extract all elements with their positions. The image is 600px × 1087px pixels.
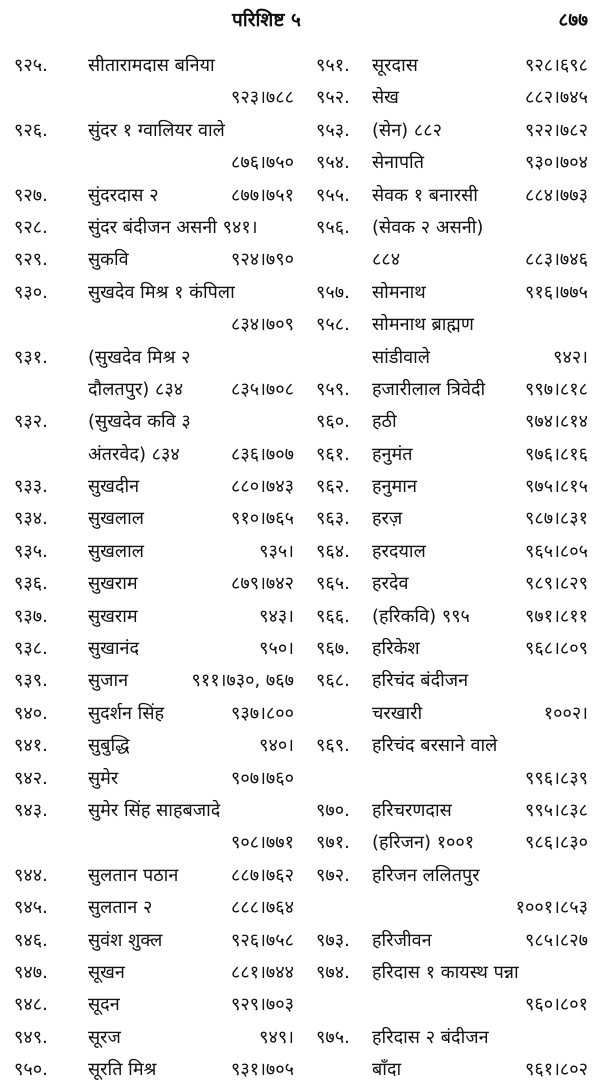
entry-name: बाँदा: [372, 1059, 402, 1081]
entry-reference: ९३१।७०५: [231, 1059, 294, 1081]
entry-name: सुमेर: [88, 767, 119, 789]
index-entry-row: [316, 989, 600, 1021]
index-entry-row: [0, 827, 300, 859]
index-entry-row: [0, 633, 300, 665]
index-entry-row: [316, 374, 600, 406]
entry-number: ९५२.: [316, 87, 350, 109]
entry-reference: ९८६।८३०: [525, 832, 588, 854]
entry-number: ९२५.: [14, 55, 48, 76]
entry-reference: ९३५।: [259, 540, 294, 562]
entry-reference: ९०८।७७१: [231, 832, 294, 854]
entry-name: सोमनाथ: [372, 281, 426, 303]
entry-number: ९६१.: [316, 443, 350, 465]
entry-name: हरिचंद बंदीजन: [372, 670, 469, 692]
index-entry-row: [316, 115, 600, 147]
index-entry-row: [316, 277, 600, 309]
entry-name: सुदर्शन सिंह: [88, 702, 165, 724]
left-column: [0, 50, 300, 1087]
entry-reference: ८३५।७०८: [231, 378, 294, 400]
entry-reference: ८८३।७४६: [525, 249, 588, 271]
index-entry-row: [0, 536, 300, 568]
index-entry-row: [0, 50, 300, 82]
index-entry-row: [0, 1022, 300, 1054]
entry-reference: ८७९।७४२: [231, 573, 294, 595]
index-entry-row: [316, 601, 600, 633]
entry-name: हठी: [372, 411, 397, 433]
entry-number: ९२६.: [14, 119, 48, 141]
index-entry-row: [0, 665, 300, 697]
entry-name: (हरिकवि) ९९५: [372, 605, 470, 627]
index-entry-row: [316, 568, 600, 600]
entry-name: सुलतान पठान: [88, 864, 179, 886]
entry-reference: ८८४।७७३: [525, 184, 588, 206]
entry-number: ९६८.: [316, 670, 350, 692]
index-entry-row: [316, 925, 600, 957]
entry-number: ९५८.: [316, 314, 350, 336]
entry-name: (सुखदेव कवि ३: [88, 411, 191, 433]
page-title: परिशिष्ट ५: [232, 9, 301, 31]
index-entry-row: [0, 309, 300, 341]
index-entry-row: [316, 342, 600, 374]
entry-number: ९५१.: [316, 55, 350, 76]
entry-number: ९३०.: [14, 281, 48, 303]
entry-number: ९३८.: [14, 638, 48, 660]
entry-number: ९३७.: [14, 605, 48, 627]
entry-name: सुखराम: [88, 605, 138, 627]
entry-name: हनुमान: [372, 476, 417, 498]
entry-name: सेख: [372, 87, 399, 109]
entry-number: ९५७.: [316, 281, 350, 303]
entry-number: ९२७.: [14, 184, 48, 206]
entry-name: सुंदरदास २: [88, 184, 159, 206]
index-entry-row: [316, 1022, 600, 1054]
index-entry-row: [316, 698, 600, 730]
index-entry-row: [0, 471, 300, 503]
index-entry-row: [316, 860, 600, 892]
entry-reference: ८३६।७०७: [231, 443, 294, 465]
entry-reference: ८७७।७५१: [231, 184, 294, 206]
entry-number: ९६६.: [316, 605, 350, 627]
entry-number: ९३५.: [14, 540, 48, 562]
index-entry-row: [316, 471, 600, 503]
entry-reference: ८७६।७५०: [231, 152, 294, 174]
entry-name: सूखन: [88, 961, 125, 983]
entry-number: ९६७.: [316, 638, 350, 660]
index-entry-row: [0, 244, 300, 276]
index-entry-row: [316, 439, 600, 471]
index-entry-row: [0, 374, 300, 406]
entry-number: ९३९.: [14, 670, 48, 692]
entry-reference: ९६०।८०१: [525, 994, 588, 1016]
entry-reference: ९७४।८१४: [525, 411, 588, 433]
entry-reference: ९४०।: [259, 735, 294, 757]
entry-reference: ९२९।७०३: [231, 994, 294, 1016]
entry-name: सुमेर सिंह साहबजादे: [88, 799, 221, 821]
entry-reference: ९७६।८१६: [525, 443, 588, 465]
index-entry-row: [316, 763, 600, 795]
index-entry-row: [316, 536, 600, 568]
entry-number: ९६४.: [316, 540, 350, 562]
entry-reference: ९३७।८००: [231, 702, 294, 724]
index-entry-row: [316, 50, 600, 82]
entry-reference: ९५०।: [259, 638, 294, 660]
index-entry-row: [0, 406, 300, 438]
entry-name: ८८४: [372, 249, 401, 271]
entry-name: हरिजीवन: [372, 929, 432, 951]
entry-reference: ९२६।७५८: [231, 929, 294, 951]
page-number: ८७७: [558, 9, 588, 31]
index-entry-row: [0, 892, 300, 924]
index-entry-row: [0, 957, 300, 989]
index-entry-row: [316, 795, 600, 827]
index-entry-row: [0, 82, 300, 114]
entry-name: हरिकेश: [372, 638, 420, 660]
index-entry-row: [0, 180, 300, 212]
entry-name: सुखानंद: [88, 638, 140, 660]
entry-name: सुखलाल: [88, 540, 144, 562]
index-entry-row: [316, 309, 600, 341]
entry-reference: ९९६।८३९: [525, 767, 588, 789]
page-header: [0, 0, 600, 40]
entry-reference: ९४९।: [259, 1026, 294, 1048]
entry-number: ९६५.: [316, 573, 350, 595]
entry-name: सुवंश शुक्ल: [88, 929, 163, 951]
index-entry-row: [316, 82, 600, 114]
entry-number: ९५६.: [316, 216, 350, 238]
entry-number: ९४०.: [14, 702, 48, 724]
entry-number: ९३६.: [14, 573, 48, 595]
index-entry-row: [0, 439, 300, 471]
entry-name: (सेवक २ असनी): [372, 216, 484, 238]
index-entry-row: [0, 730, 300, 762]
entry-number: ९३३.: [14, 476, 48, 498]
entry-name: सेनापति: [372, 152, 424, 174]
entry-name: हरिदास १ कायस्थ पन्ना: [372, 961, 519, 983]
entry-number: ९४४.: [14, 864, 48, 886]
entry-reference: ९६१।८०२: [525, 1059, 588, 1081]
entry-reference: ९७५।८१५: [525, 476, 588, 498]
entry-name: सांडीवाले: [372, 346, 430, 368]
entry-name: हरज़: [372, 508, 403, 530]
index-entry-row: [316, 730, 600, 762]
entry-reference: ९१६।७७५: [525, 281, 588, 303]
entry-reference: ९६५।८०५: [525, 540, 588, 562]
entry-reference: ९३०।७०४: [525, 152, 588, 174]
index-entry-row: [0, 989, 300, 1021]
index-entry-row: [0, 503, 300, 535]
entry-name: हरिदास २ बंदीजन: [372, 1026, 489, 1048]
index-entry-row: [316, 957, 600, 989]
entry-name: सुजान: [88, 670, 129, 692]
entry-number: ९३२.: [14, 411, 48, 433]
entry-number: ९७४.: [316, 961, 350, 983]
entry-reference: ९६८।८०९: [525, 638, 588, 660]
entry-number: ९४७.: [14, 961, 48, 983]
entry-reference: ९९५।८३८: [525, 799, 588, 821]
entry-name: (हरिजन) १००१: [372, 832, 475, 854]
entry-reference: ८८२।७४५: [525, 87, 588, 109]
entry-number: ९४६.: [14, 929, 48, 951]
index-entry-row: [316, 147, 600, 179]
entry-number: ९७०.: [316, 799, 350, 821]
entry-number: ९७५.: [316, 1026, 350, 1048]
entry-reference: ९०७।७६०: [231, 767, 294, 789]
entry-number: ९६०.: [316, 411, 350, 433]
entry-name: सुखदीन: [88, 476, 140, 498]
entry-reference: ८८१।७४४: [231, 961, 294, 983]
entry-name: सुलतान २: [88, 897, 153, 919]
entry-reference: ९४२।: [553, 346, 588, 368]
entry-number: ९४२.: [14, 767, 48, 789]
entry-reference: ९२२।७८२: [525, 119, 588, 141]
index-entry-row: [0, 277, 300, 309]
entry-number: ९३१.: [14, 346, 48, 368]
index-entry-row: [316, 180, 600, 212]
index-entry-row: [316, 665, 600, 697]
entry-name: सूदन: [88, 994, 120, 1016]
entry-name: सुखदेव मिश्र १ कंपिला: [88, 281, 235, 303]
entry-number: ९४९.: [14, 1026, 48, 1048]
entry-number: ९५९.: [316, 378, 350, 400]
index-entry-row: [0, 860, 300, 892]
entry-number: ९६३.: [316, 508, 350, 530]
entry-name: हनुमंत: [372, 443, 413, 465]
entry-name: सूरज: [88, 1026, 121, 1048]
entry-name: सूरति मिश्र: [88, 1059, 157, 1081]
entry-name: (सुखदेव मिश्र २: [88, 346, 191, 368]
entry-name: सुबुद्धि: [88, 735, 130, 757]
index-entry-row: [0, 925, 300, 957]
entry-number: ९४३.: [14, 799, 48, 821]
index-entry-row: [316, 503, 600, 535]
entry-name: चरखारी: [372, 702, 423, 724]
index-entry-row: [0, 763, 300, 795]
entry-reference: ९८९।८२९: [525, 573, 588, 595]
index-entry-row: [0, 1054, 300, 1086]
index-entry-row: [316, 212, 600, 244]
index-entry-row: [316, 892, 600, 924]
entry-number: ९५३.: [316, 119, 350, 141]
index-entry-row: [316, 406, 600, 438]
entry-name: सुंदर बंदीजन असनी ९४१।: [88, 216, 258, 238]
entry-name: दौलतपुर) ८३४: [88, 378, 184, 400]
entry-name: हरिचंद बरसाने वाले: [372, 735, 498, 757]
entry-name: हरदेव: [372, 573, 409, 595]
index-entry-row: [0, 212, 300, 244]
entry-name: सुकवि: [88, 249, 129, 271]
entry-reference: ८८०।७४३: [231, 476, 294, 498]
entry-number: ९२८.: [14, 216, 48, 238]
entry-name: हजारीलाल त्रिवेदी: [372, 378, 486, 400]
entry-name: हरदयाल: [372, 540, 426, 562]
entry-number: ९७२.: [316, 864, 350, 886]
index-entry-row: [316, 244, 600, 276]
index-entry-row: [0, 601, 300, 633]
index-entry-row: [0, 115, 300, 147]
entry-number: ९७३.: [316, 929, 350, 951]
entry-number: ९६२.: [316, 476, 350, 498]
entry-reference: ९२३।७८८: [231, 87, 294, 109]
entry-reference: ९४३।: [259, 605, 294, 627]
index-entry-row: [0, 698, 300, 730]
entry-reference: ८८८।७६४: [231, 897, 294, 919]
entry-reference: ९२८।६९८: [525, 55, 588, 76]
entry-reference: ९९७।८१८: [525, 378, 588, 400]
entry-number: ९६९.: [316, 735, 350, 757]
entry-reference: ८३४।७०९: [231, 314, 294, 336]
entry-name: सुखराम: [88, 573, 138, 595]
entry-reference: १००१।८५३: [515, 897, 588, 919]
entry-number: ९४५.: [14, 897, 48, 919]
entry-reference: १००२।: [543, 702, 588, 724]
entry-number: ९४१.: [14, 735, 48, 757]
index-entry-row: [316, 633, 600, 665]
entry-reference: ९११।७३०, ७६७: [191, 670, 294, 692]
entry-reference: ९८५।८२७: [525, 929, 588, 951]
entry-number: ९५०.: [14, 1059, 48, 1081]
entry-reference: ९८७।८३१: [525, 508, 588, 530]
entry-name: सूरदास: [372, 55, 418, 76]
entry-name: हरिचरणदास: [372, 799, 452, 821]
right-column: [316, 50, 600, 1087]
entry-reference: ९२४।७९०: [231, 249, 294, 271]
entry-name: सुंदर १ ग्वालियर वाले: [88, 119, 225, 141]
entry-number: ९५४.: [316, 152, 350, 174]
entry-reference: ९१०।७६५: [231, 508, 294, 530]
index-entry-row: [316, 1054, 600, 1086]
index-entry-row: [0, 342, 300, 374]
entry-reference: ९७१।८११: [525, 605, 588, 627]
index-entry-row: [0, 795, 300, 827]
index-entry-row: [0, 147, 300, 179]
entry-number: ९५५.: [316, 184, 350, 206]
entry-name: हरिजन ललितपुर: [372, 864, 480, 886]
entry-name: सेवक १ बनारसी: [372, 184, 478, 206]
entry-reference: ८८७।७६२: [231, 864, 294, 886]
index-entry-row: [0, 568, 300, 600]
entry-name: (सेन) ८८२: [372, 119, 443, 141]
entry-name: सीतारामदास बनिया: [88, 55, 215, 76]
entry-number: ९४८.: [14, 994, 48, 1016]
entry-number: ९३४.: [14, 508, 48, 530]
entry-name: अंतरवेद) ८३४: [88, 443, 180, 465]
entry-number: ९२९.: [14, 249, 48, 271]
entry-number: ९७१.: [316, 832, 350, 854]
index-entry-row: [316, 827, 600, 859]
entry-name: सुखलाल: [88, 508, 144, 530]
entry-name: सोमनाथ ब्राह्मण: [372, 314, 474, 336]
